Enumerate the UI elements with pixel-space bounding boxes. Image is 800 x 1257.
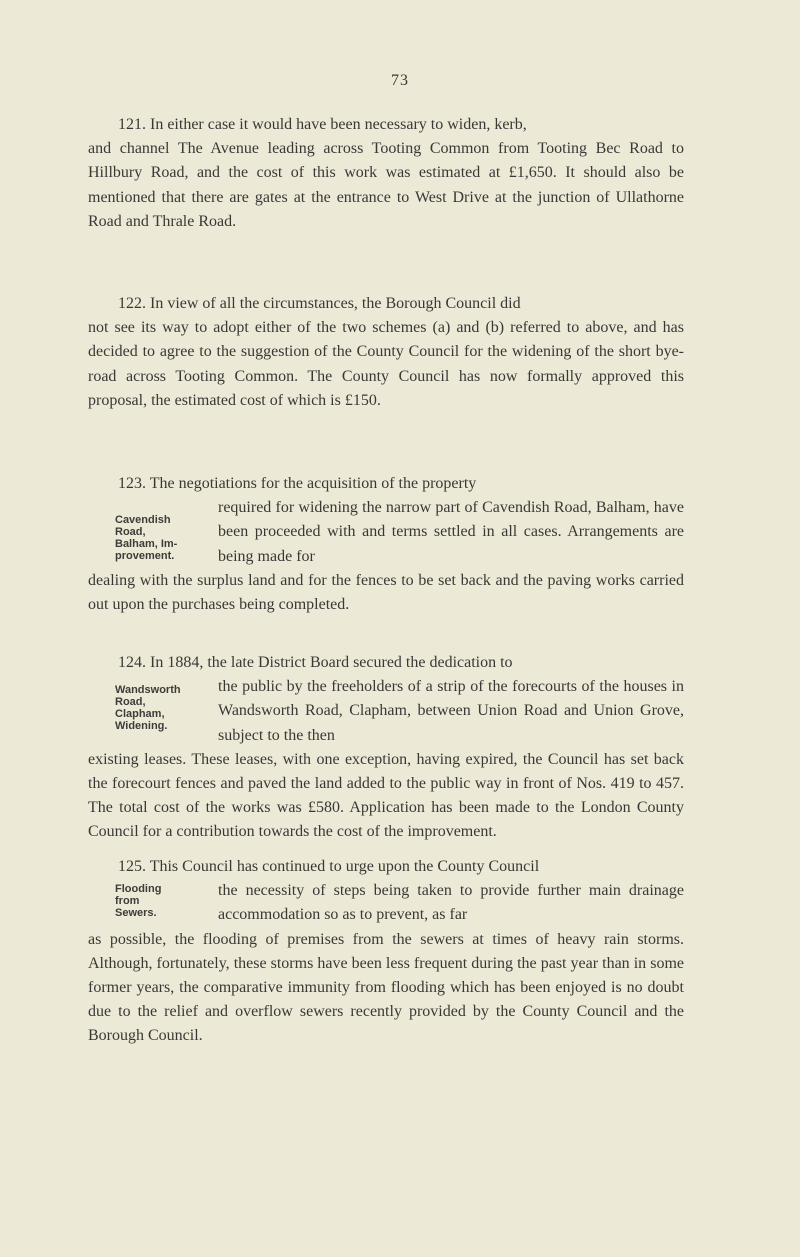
sidenote-line: Balham, Im-: [115, 538, 178, 550]
paragraph-first-line: 124. In 1884, the late District Board secured the dedication to: [118, 654, 513, 671]
paragraph-first-line: 123. The negotiations for the acquisition of the property: [118, 475, 477, 492]
sidenote-line: Wandsworth: [115, 684, 181, 696]
sidenote-line: Cavendish: [115, 514, 171, 526]
paragraph-body: not see its way to adopt either of the two schemes (a) and (b) referred to above, and has decided to agree to the suggestion of the County Council for the widening of the short bye-road across Tooting Common. The County Council has now formally approved this proposal, the estimated cost of which is £150.: [88, 319, 684, 409]
sidenote-wandsworth-road: [115, 684, 215, 732]
sidenote-line: Widening.: [115, 720, 168, 732]
paragraph-body: dealing with the surplus land and for the fences to be set back and the paving works carried out upon the purchases being completed.: [88, 571, 684, 614]
paragraph-first-line: 125. This Council has continued to urge upon the County Council: [118, 858, 540, 875]
sidenote-line: from: [115, 895, 140, 907]
sidenote-line: Road,: [115, 526, 146, 538]
paragraph-122: [88, 292, 684, 413]
paragraph-indented-text: the public by the freeholders of a strip of the forecourts of the houses in Wandsworth Road, Clapham, between Union Road and Union Grove, subject to the then: [218, 678, 684, 744]
paragraph-indented-text: required for widening the narrow part of Cavendish Road, Balham, have been proceeded with and terms settled in all cases. Arrangements are being made for: [218, 499, 684, 565]
paragraph-body: as possible, the flooding of premises from the sewers at times of heavy rain storms. Although, fortunately, these storms have been less frequent during the past year than in some former years, the comparative immunity from flooding which has been enjoyed is no doubt due to the relief and overflow sewers recently provided by the County Council and the Borough Council.: [88, 930, 684, 1045]
paragraph-body: and channel The Avenue leading across Tooting Common from Tooting Bec Road to Hillbury Road, and the cost of this work was estimated at £1,650. It should also be mentioned that there are gates at the entrance to West Drive at the junction of Ullathorne Road and Thrale Road.: [88, 140, 684, 230]
sidenote-line: Flooding: [115, 883, 162, 895]
sidenote-line: Clapham,: [115, 708, 165, 720]
paragraph-124: [88, 651, 684, 845]
sidenote-line: Sewers.: [115, 907, 157, 919]
page-number: 73: [391, 72, 409, 89]
paragraph-body: existing leases. These leases, with one exception, having expired, the Council has set back the forecourt fences and paved the land added to the public way in front of Nos. 419 to 457. The total cost of the works was £580. Application has been made to the London County Council for a contribution towards the cost of the improvement.: [88, 750, 684, 841]
paragraph-121: [88, 113, 684, 234]
paragraph-indented-text: the necessity of steps being taken to provide further main drainage accommodation so as to prevent, as far: [218, 882, 684, 924]
sidenote-line: provement.: [115, 550, 175, 562]
paragraph-first-line: 121. In either case it would have been necessary to widen, kerb,: [118, 116, 527, 133]
paragraph-first-line: 122. In view of all the circumstances, the Borough Council did: [118, 295, 521, 312]
sidenote-flooding-from-sewers: [115, 883, 215, 919]
sidenote-cavendish-road: [115, 514, 215, 562]
sidenote-line: Road,: [115, 696, 146, 708]
